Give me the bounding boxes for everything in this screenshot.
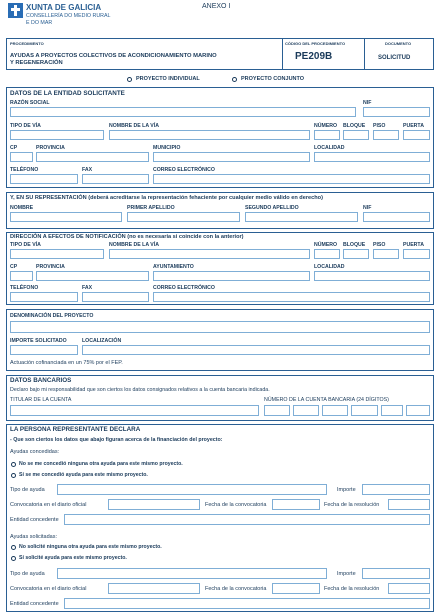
notif-numero-input[interactable] bbox=[314, 249, 340, 259]
granted-call-input[interactable] bbox=[108, 499, 200, 510]
puerta-label: PUERTA bbox=[403, 123, 424, 129]
account-number-part6[interactable] bbox=[406, 405, 430, 416]
procedure-code-label: CÓDIGO DEL PROCEDIMIENTO bbox=[285, 41, 346, 46]
project-name-label: DENOMINACIÓN DEL PROYECTO bbox=[10, 313, 94, 319]
granted-yes-label: Sí se me concedió ayuda para este mismo proyecto. bbox=[19, 472, 148, 478]
account-number-part4[interactable] bbox=[351, 405, 378, 416]
requested-yes-label: Sí solicité ayuda para este mismo proyecto. bbox=[19, 555, 127, 561]
notif-cp-input[interactable] bbox=[10, 271, 33, 281]
piso-label: PISO bbox=[373, 123, 386, 129]
notif-tipo-via-input[interactable] bbox=[10, 249, 104, 259]
notif-provincia-label: PROVINCIA bbox=[36, 264, 65, 270]
requested-none-radio[interactable] bbox=[11, 545, 16, 550]
rep-apellido2-input[interactable] bbox=[245, 212, 358, 222]
cross-icon bbox=[8, 3, 23, 18]
bloque-input[interactable] bbox=[343, 130, 369, 140]
requested-entity-label: Entidad concedente bbox=[10, 601, 59, 607]
municipio-input[interactable] bbox=[153, 152, 310, 162]
notif-ayuntamiento-input[interactable] bbox=[153, 271, 310, 281]
requested-resolution-date-label: Fecha de la resolución bbox=[324, 586, 380, 592]
granted-amount-input[interactable] bbox=[362, 484, 430, 495]
granted-entity-label: Entidad concedente bbox=[10, 517, 59, 523]
cp-input[interactable] bbox=[10, 152, 33, 162]
rep-apellido1-input[interactable] bbox=[127, 212, 240, 222]
rep-nombre-label: NOMBRE bbox=[10, 205, 34, 211]
notif-cp-label: CP bbox=[10, 264, 18, 270]
account-holder-label: TITULAR DE LA CUENTA bbox=[10, 397, 72, 403]
project-joint-radio[interactable] bbox=[232, 77, 237, 82]
notif-email-input[interactable] bbox=[153, 292, 430, 302]
notif-bloque-input[interactable] bbox=[343, 249, 369, 259]
representative-section-title: Y, EN SU REPRESENTACIÓN (deberá acreditarse la representación fehaciente por cualquier medio válido en derecho) bbox=[10, 195, 323, 201]
granted-aid-title: Ayudas concedidas: bbox=[10, 449, 60, 455]
granted-resolution-date-label: Fecha de la resolución bbox=[324, 502, 380, 508]
email-label: CORREO ELECTRÓNICO bbox=[153, 167, 215, 173]
notif-fax-label: FAX bbox=[82, 285, 93, 291]
provincia-input[interactable] bbox=[36, 152, 149, 162]
applicant-section-title: DATOS DE LA ENTIDAD SOLICITANTE bbox=[10, 90, 125, 97]
nombre-via-label: NOMBRE DE LA VÍA bbox=[109, 123, 159, 129]
granted-call-label: Convocatoria en el diario oficial bbox=[10, 502, 87, 508]
granted-entity-input[interactable] bbox=[64, 514, 430, 525]
project-amount-input[interactable] bbox=[10, 345, 78, 355]
granted-none-label: No se me concedió ninguna otra ayuda para este mismo proyecto. bbox=[19, 461, 183, 467]
razon-social-input[interactable] bbox=[10, 107, 356, 117]
rep-apellido1-label: PRIMER APELLIDO bbox=[127, 205, 175, 211]
localidad-label: LOCALIDAD bbox=[314, 145, 345, 151]
notif-tipo-via-label: TIPO DE VÍA bbox=[10, 242, 41, 248]
tipo-via-label: TIPO DE VÍA bbox=[10, 123, 41, 129]
document-type: SOLICITUD bbox=[378, 55, 411, 61]
project-location-input[interactable] bbox=[82, 345, 430, 355]
account-number-part5[interactable] bbox=[381, 405, 403, 416]
rep-apellido2-label: SEGUNDO APELLIDO bbox=[245, 205, 299, 211]
notif-puerta-input[interactable] bbox=[403, 249, 430, 259]
piso-input[interactable] bbox=[373, 130, 399, 140]
bank-section-title: DATOS BANCARIOS bbox=[10, 377, 72, 384]
notif-provincia-input[interactable] bbox=[36, 271, 149, 281]
procedure-title-line2: Y REGENERACIÓN bbox=[10, 60, 63, 66]
cp-label: CP bbox=[10, 145, 18, 151]
rep-nif-label: NIF bbox=[363, 205, 372, 211]
project-amount-label: IMPORTE SOLICITADO bbox=[10, 338, 67, 344]
org-department: CONSELLERÍA DO MEDIO RURAL bbox=[26, 13, 111, 19]
granted-resolution-date-input[interactable] bbox=[388, 499, 430, 510]
notif-nombre-via-input[interactable] bbox=[109, 249, 310, 259]
procedure-code: PE209B bbox=[295, 51, 333, 62]
rep-nif-input[interactable] bbox=[363, 212, 430, 222]
provincia-label: PROVINCIA bbox=[36, 145, 65, 151]
granted-aid-type-label: Tipo de ayuda bbox=[10, 487, 45, 493]
account-number-part1[interactable] bbox=[264, 405, 290, 416]
email-input[interactable] bbox=[153, 174, 430, 184]
notif-puerta-label: PUERTA bbox=[403, 242, 424, 248]
tipo-via-input[interactable] bbox=[10, 130, 104, 140]
localidad-input[interactable] bbox=[314, 152, 430, 162]
procedure-title-line1: AYUDAS A PROYECTOS COLECTIVOS DE ACONDICIONAMIENTO MARINO bbox=[10, 53, 217, 59]
requested-none-label: No solicité ninguna otra ayuda para este mismo proyecto. bbox=[19, 544, 162, 550]
notif-fax-input[interactable] bbox=[82, 292, 149, 302]
notif-bloque-label: BLOQUE bbox=[343, 242, 366, 248]
requested-call-input[interactable] bbox=[108, 583, 200, 594]
requested-entity-input[interactable] bbox=[64, 598, 430, 609]
granted-call-date-label: Fecha de la convocatoria bbox=[205, 502, 267, 508]
notification-section-title: DIRECCIÓN A EFECTOS DE NOTIFICACIÓN (no es necesaria si coincide con la anterior) bbox=[10, 234, 244, 240]
razon-social-label: RAZÓN SOCIAL bbox=[10, 100, 50, 106]
nif-input[interactable] bbox=[363, 107, 430, 117]
requested-yes-radio[interactable] bbox=[11, 556, 16, 561]
account-number-part3[interactable] bbox=[322, 405, 348, 416]
granted-call-date-input[interactable] bbox=[272, 499, 320, 510]
notif-piso-input[interactable] bbox=[373, 249, 399, 259]
document-label: DOCUMENTO bbox=[385, 41, 412, 46]
numero-label: NÚMERO bbox=[314, 123, 338, 129]
project-individual-radio[interactable] bbox=[127, 77, 132, 82]
granted-none-radio[interactable] bbox=[11, 462, 16, 467]
requested-aid-title: Ayudas solicitadas: bbox=[10, 534, 57, 540]
notif-localidad-label: LOCALIDAD bbox=[314, 264, 345, 270]
notif-nombre-via-label: NOMBRE DE LA VÍA bbox=[109, 242, 159, 248]
cofinancing-note: Actuación cofinanciada en un 75% por el FEP. bbox=[10, 360, 123, 366]
numero-input[interactable] bbox=[314, 130, 340, 140]
telefono-label: TELÉFONO bbox=[10, 167, 39, 173]
org-department-line2: E DO MAR bbox=[26, 20, 53, 26]
account-number-label: NÚMERO DE LA CUENTA BANCARIA (24 DÍGITOS) bbox=[264, 397, 389, 403]
project-joint-label: PROYECTO CONJUNTO bbox=[241, 76, 305, 82]
rep-nombre-input[interactable] bbox=[10, 212, 122, 222]
declaration-section-title: LA PERSONA REPRESENTANTE DECLARA bbox=[10, 426, 141, 433]
granted-aid-type-input[interactable] bbox=[57, 484, 327, 495]
notif-piso-label: PISO bbox=[373, 242, 386, 248]
account-number-part2[interactable] bbox=[293, 405, 319, 416]
requested-aid-type-label: Tipo de ayuda bbox=[10, 571, 45, 577]
xunta-logo bbox=[8, 3, 23, 18]
notif-numero-label: NÚMERO bbox=[314, 242, 338, 248]
org-name: XUNTA DE GALICIA bbox=[26, 3, 102, 12]
annex-label: ANEXO I bbox=[202, 3, 231, 10]
puerta-input[interactable] bbox=[403, 130, 430, 140]
project-location-label: LOCALIZACIÓN bbox=[82, 338, 122, 344]
account-holder-input[interactable] bbox=[10, 405, 259, 416]
notif-localidad-input[interactable] bbox=[314, 271, 430, 281]
project-individual-label: PROYECTO INDIVIDUAL bbox=[136, 76, 200, 82]
requested-resolution-date-input[interactable] bbox=[388, 583, 430, 594]
notif-telefono-input[interactable] bbox=[10, 292, 78, 302]
nombre-via-input[interactable] bbox=[109, 130, 310, 140]
notif-telefono-label: TELÉFONO bbox=[10, 285, 39, 291]
municipio-label: MUNICIPIO bbox=[153, 145, 181, 151]
granted-amount-label: Importe bbox=[337, 487, 356, 493]
notif-ayuntamiento-label: AYUNTAMIENTO bbox=[153, 264, 194, 270]
requested-call-date-input[interactable] bbox=[272, 583, 320, 594]
declaration-intro: - Que son ciertos los datos que abajo figuran acerca de la financiación del proyecto: bbox=[10, 437, 223, 443]
requested-amount-input[interactable] bbox=[362, 568, 430, 579]
nif-label: NIF bbox=[363, 100, 372, 106]
notif-email-label: CORREO ELECTRÓNICO bbox=[153, 285, 215, 291]
requested-aid-type-input[interactable] bbox=[57, 568, 327, 579]
procedure-label: PROCEDIMIENTO bbox=[10, 41, 44, 46]
project-name-input[interactable] bbox=[10, 321, 430, 333]
requested-call-label: Convocatoria en el diario oficial bbox=[10, 586, 87, 592]
telefono-input[interactable] bbox=[10, 174, 78, 184]
bloque-label: BLOQUE bbox=[343, 123, 366, 129]
bank-declaration: Declaro bajo mi responsabilidad que son ciertos los datos consignados relativos a la cuenta bancaria indicada. bbox=[10, 387, 270, 393]
fax-label: FAX bbox=[82, 167, 93, 173]
fax-input[interactable] bbox=[82, 174, 149, 184]
requested-amount-label: Importe bbox=[337, 571, 356, 577]
requested-call-date-label: Fecha de la convocatoria bbox=[205, 586, 267, 592]
granted-yes-radio[interactable] bbox=[11, 473, 16, 478]
